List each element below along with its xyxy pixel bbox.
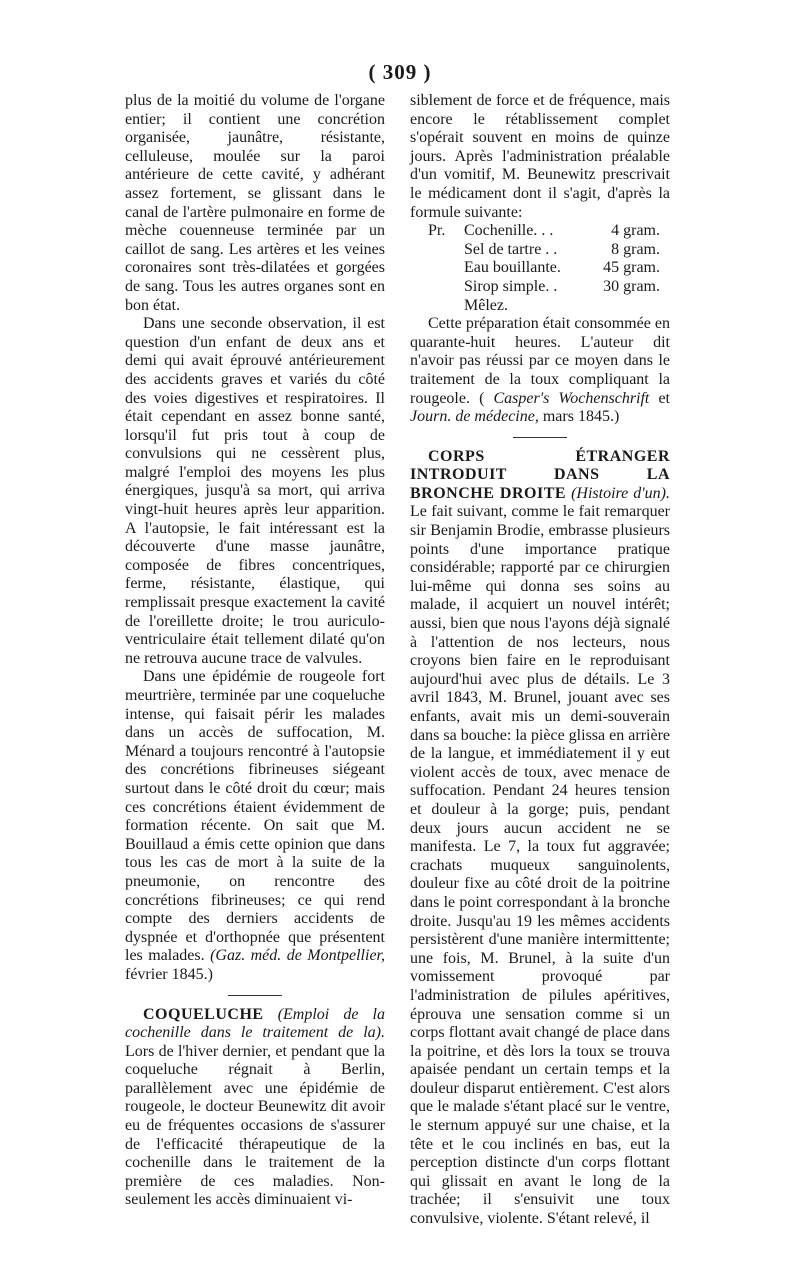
prescription-row: [428, 278, 670, 297]
section-separator: [228, 995, 282, 996]
citation-gaz-med: (Gaz. méd. de Montpellier,: [210, 947, 386, 965]
citation-open: (: [479, 389, 485, 407]
left-column: [125, 92, 385, 1210]
page-number: ( 309 ): [368, 60, 432, 84]
prescription-quantity: 45 gram.: [603, 259, 660, 277]
paragraph-rougeole-text: Dans une épidémie de rougeole fort meurtrière, terminée par une coqueluche intense, qui faisait périr les malades dans un accès de suffocation, M. Ménard a toujours rencontré à l'autopsie des concrétions fibrineuses siégeant surtout dans le côté droit du cœur; mais ces concrétions étaient évidemment de formation récente. On sait que M. Bouillaud a émis cette opinion que dans tous les cas de mort à la suite de la pneumonie, on rencontre des concrétions fibrineuses; ce qui rend compte des derniers accidents de dyspnée et d'orthopnée que présentent les malades.: [125, 668, 385, 965]
paragraph-organ-description: plus de la moitié du volume de l'organe entier; il contient une concrétion organisée, jaunâtre, résistante, celluleuse, moulée sur la paroi antérieure de cette cavité, y adhérant assez fortement, se glissant dans le canal de l'artère pulmonaire en forme de mèche couenneuse terminée par un caillot de sang. Les artères et les veines coronaires sont très-dilatées et gorgées de sang. Tous les autres organes sont en bon état.: [125, 92, 385, 314]
prescription-quantity: 30 gram.: [603, 277, 660, 295]
paragraph-coqueluche: Lors de l'hiver dernier, et pendant que la coqueluche régnait à Berlin, parallèlement avec une épidémie de rougeole, le docteur Beunewitz dit avoir eu de fréquentes occasions de s'assurer de l'efficacité thérapeutique de la cochenille dans le traitement de la première de ces maladies. Non-seulement les accès diminuaient vi-: [125, 1042, 385, 1209]
prescription-quantity: 4 gram.: [611, 222, 660, 240]
prescription-ingredient: Sirop simple. .: [464, 277, 558, 295]
prescription-row: [428, 241, 670, 260]
paragraph-brunel-case: Le fait suivant, comme le fait remarquer sir Benjamin Brodie, embrasse plusieurs points d'une importance pratique considérable; rapporté par ce chirurgien lui-même qui donna ses soins au malade, il acquiert un nouvel intérêt; aussi, bien que nous l'ayons déjà signalé à l'attention de nos lecteurs, nous croyons bien faire en le reproduisant aujourd'hui avec plus de détails. Le 3 avril 1843, M. Brunel, jouant avec ses enfants, avait mis un demi-souverain dans sa bouche: la pièce glissa en arrière de la langue, et immédiatement il y eut violent accès de toux, avec menace de suffocation. Pendant 24 heures tension et douleur à la gorge; puis, pendant deux jours aucun accident ne se manifesta. Le 7, la toux fut aggravée; crachats muqueux sanguinolents, douleur fixe au côté droit de la poitrine dans le point correspondant à la bronche droite. Jusqu'au 19 les mêmes accidents persistèrent d'une manière intermittente; une fois, M. Brunel, à la suite d'un vomissement provoqué par l'administration de pilules apéritives, éprouva une sensation comme si un corps flottant avait changé de place dans la poitrine, et dès lors la toux se trouva apaisée pendant un certain temps et la douleur disparut entièrement. C'est alors que le malade s'étant placé sur le ventre, le sternum appuyé sur une chaise, et la tête et le cou inclinés en bas, eut la perception distincte d'un corps flottant qui glissait en avant le long de la trachée; il s'ensuivit une toux convulsive, violente. S'étant relevé, il: [410, 503, 670, 1228]
citation-journ-medecine: Journ. de médecine: [410, 408, 535, 426]
paragraph-rougeole-epidemic: [125, 668, 385, 984]
citation-casper: Casper's Wochenschrift: [493, 389, 650, 407]
prescription-row: [428, 259, 670, 278]
prescription-mix: Mêlez.: [464, 296, 508, 314]
section-corps-etranger: [410, 448, 670, 1229]
prescription-ingredient: Eau bouillante.: [464, 259, 561, 277]
prescription-pr-label: Pr.: [428, 222, 446, 240]
citation-date: février 1845.): [125, 965, 213, 983]
citation-et: et: [658, 389, 670, 407]
heading-corps-etranger: CORPS ÉTRANGER INTRODUIT DANS LA BRONCHE DROITE: [410, 447, 670, 502]
prescription-row: [428, 297, 670, 316]
paragraph-preparation: [410, 315, 670, 427]
paragraph-preparation-text: Cette préparation était consommée en quarante-huit heures. L'auteur dit n'avoir pas réussi par ce moyen dans le traitement de la toux compliquant la rougeole.: [410, 315, 670, 407]
prescription-row: [428, 222, 670, 241]
paragraph-second-observation: Dans une seconde observation, il est question d'un enfant de deux ans et demi qui avait éprouvé antérieurement des accidents graves et variés du côté des voies digestives et respiratoires. Il était cependant en assez bonne santé, lorsqu'il fut pris tout à coup de convulsions qui ne cessèrent plus, malgré l'emploi des moyens les plus énergiques, jusqu'à sa mort, qui arriva vingt-huit heures après leur apparition. A l'autopsie, le fait intéressant est la découverte d'une masse jaunâtre, composée de fibres concentriques, ferme, résistante, élastique, qui remplissait presque exactement la cavité de l'oreillette droite; le trou auriculo-ventriculaire était tellement dilaté qu'on ne retrouva aucune trace de valvules.: [125, 315, 385, 667]
citation-end: , mars 1845.): [534, 408, 620, 426]
prescription-ingredient: Sel de tartre . .: [464, 240, 558, 258]
heading-coqueluche-subtitle: (Emploi de la cochenille dans le traitement de la).: [125, 1005, 385, 1042]
paragraph-cochenille-effects: siblement de force et de fréquence, mais encore le rétablissement complet s'opérait souvent en moins de quinze jours. Après l'administration préalable d'un vomitif, M. Beunewitz prescrivait le médicament dont il s'agit, d'après la formule suivante:: [410, 92, 670, 221]
prescription-formula: [428, 222, 670, 315]
section-coqueluche: [125, 1006, 385, 1211]
heading-coqueluche: COQUELUCHE: [143, 1005, 264, 1023]
prescription-quantity: 8 gram.: [611, 240, 660, 258]
section-separator: [513, 437, 567, 438]
prescription-ingredient: Cochenille. . .: [464, 222, 554, 240]
heading-corps-etranger-subtitle: (Histoire d'un).: [571, 484, 671, 502]
right-column: [410, 92, 670, 1229]
